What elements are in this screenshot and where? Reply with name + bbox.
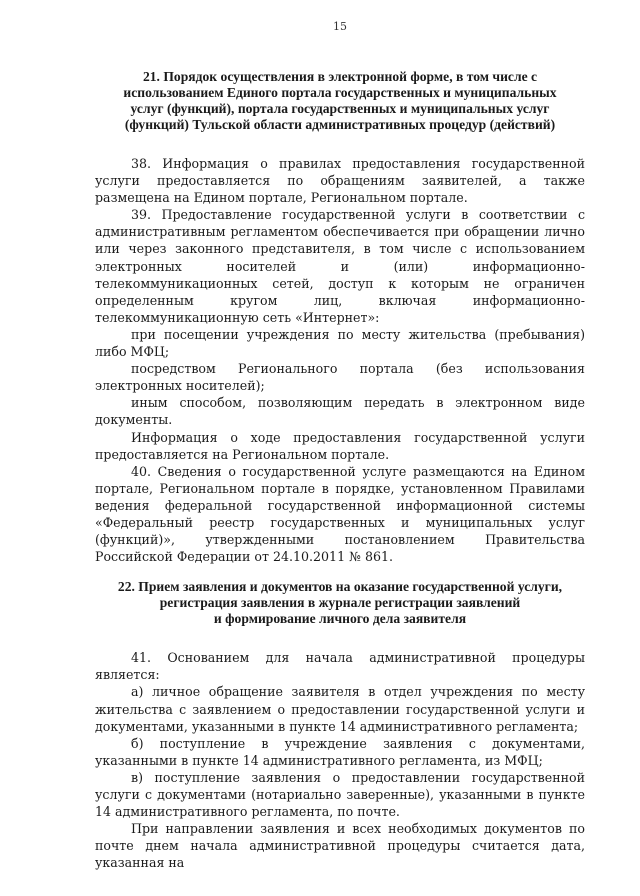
section-21-heading bbox=[95, 69, 585, 133]
list-item: посредством Регионального портала (без использования электронных носителей); bbox=[95, 361, 585, 394]
list-item: при посещении учреждения по месту жительства (пребывания) либо МФЦ; bbox=[95, 326, 585, 360]
paragraph-39: 39. Предоставление государственной услуги в соответствии с административным регламентом обеспечивается при обращении лично или через законного представителя, в том числе с использованием электронных носителей и (или) информационно-телекоммуникационных сетей, доступ к которым не ограничен определенным кругом лиц, включая информационно-телекоммуникационную сеть «Интернет»: bbox=[95, 207, 585, 325]
section-22-heading bbox=[95, 579, 585, 627]
paragraph: При направлении заявления и всех необходимых документов по почте днем начала административной процедуры считается дата, указанная на bbox=[95, 821, 585, 871]
heading-line: использованием Единого портала государственных и муниципальных bbox=[123, 85, 557, 100]
list-item: а) личное обращение заявителя в отдел учреждения по месту жительства с заявлением о предоставлении государственной услуги и документами, указанными в пункте 14 административного регламента; bbox=[95, 684, 585, 734]
heading-line: 22. Прием заявления и документов на оказание государственной услуги, bbox=[117, 579, 563, 595]
list-item: б) поступление в учреждение заявления с документами, указанными в пункте 14 административного регламента, из МФЦ; bbox=[95, 735, 585, 768]
paragraph-40: 40. Сведения о государственной услуге размещаются на Едином портале, Региональном портале в порядке, установленном Правилами ведения федеральной государственной информационной системы «Федеральный реестр государственных и муниципальных услуг (функций)», утвержденными постановлением Правительства Российской Федерации от 24.10.2011 № 861. bbox=[95, 463, 585, 565]
section-22-body bbox=[95, 649, 585, 871]
heading-line: 21. Порядок осуществления в электронной форме, в том числе с bbox=[142, 69, 538, 84]
heading-line: услуг (функций), портала государственных и муниципальных услуг bbox=[130, 101, 550, 116]
list-item: в) поступление заявления о предоставлении государственной услуги с документами (нотариально заверенные), указанными в пункте 14 административного регламента, по почте. bbox=[95, 769, 585, 820]
heading-line: и формирование личного дела заявителя bbox=[213, 611, 467, 627]
paragraph-41: 41. Основанием для начала административной процедуры является: bbox=[95, 650, 585, 683]
heading-line: (функций) Тульской области административных процедур (действий) bbox=[124, 117, 556, 132]
paragraph: Информация о ходе предоставления государственной услуги предоставляется на Региональном портале. bbox=[95, 429, 585, 462]
page-number: 15 bbox=[333, 20, 347, 33]
paragraph-38: 38. Информация о правилах предоставления государственной услуги предоставляется по обращениям заявителей, а также размещена на Едином портале, Региональном портале. bbox=[95, 156, 585, 206]
section-21-body bbox=[95, 155, 585, 565]
list-item: иным способом, позволяющим передать в электронном виде документы. bbox=[95, 395, 585, 428]
heading-line: регистрация заявления в журнале регистрации заявлений bbox=[159, 595, 521, 611]
